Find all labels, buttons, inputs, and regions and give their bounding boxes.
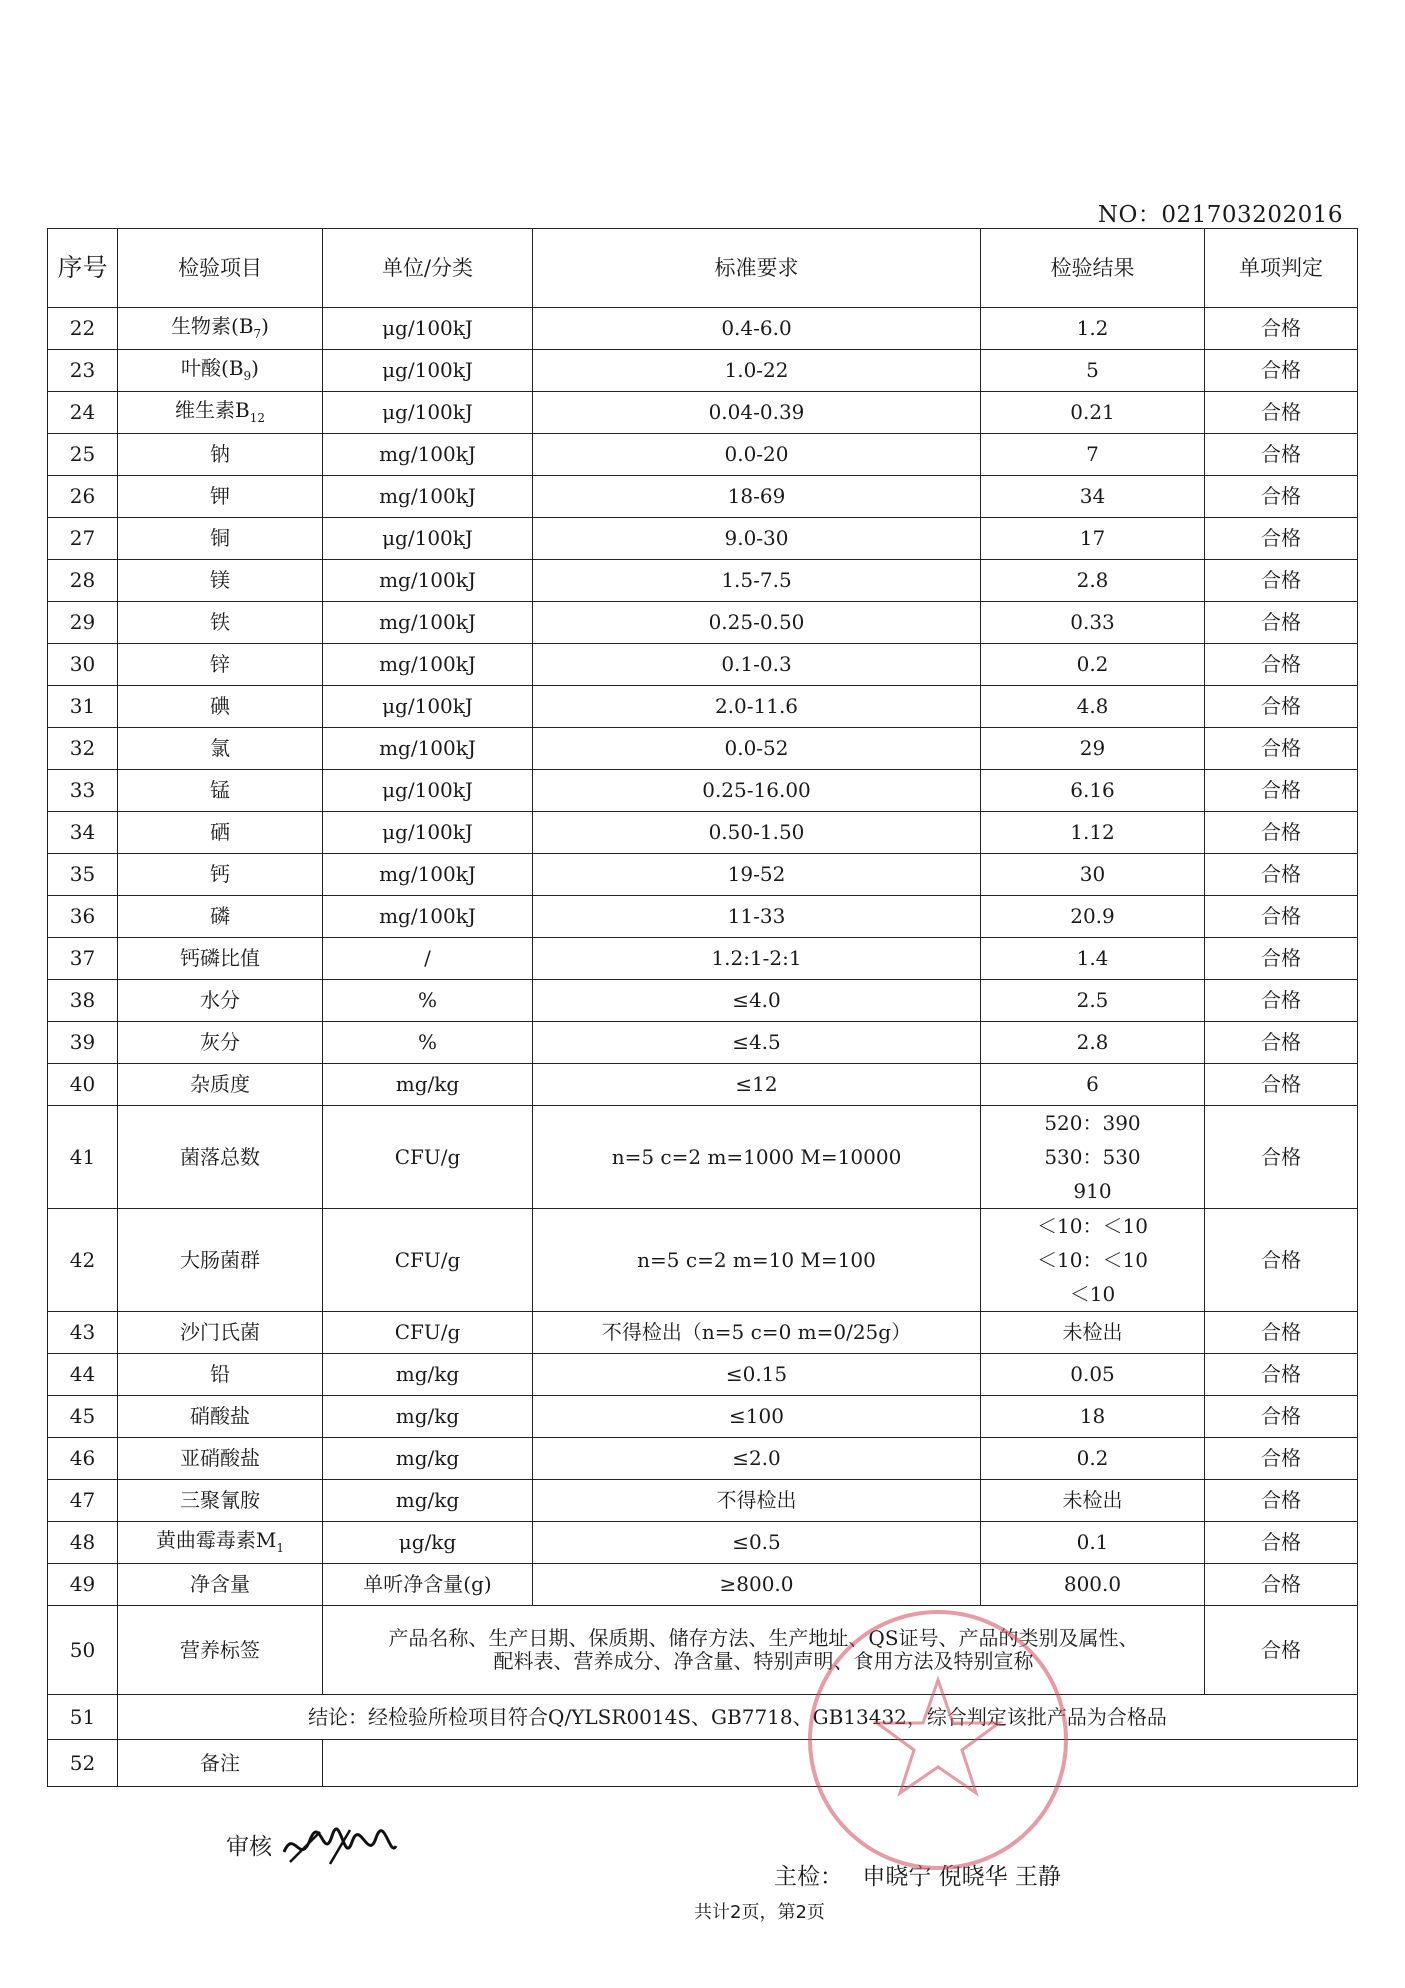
cell-serial: 42 [48, 1209, 118, 1312]
cell-result: 0.2 [981, 644, 1205, 686]
audit-signature [226, 1828, 272, 1861]
cell-standard: 不得检出（n=5 c=0 m=0/25g） [533, 1312, 981, 1354]
cell-serial: 47 [48, 1480, 118, 1522]
cell-serial: 46 [48, 1438, 118, 1480]
main-inspector-label: 主检： [774, 1864, 843, 1890]
cell-verdict: 合格 [1205, 560, 1358, 602]
cell-serial: 23 [48, 350, 118, 392]
cell-item [118, 896, 323, 938]
audit-label: 审核 [226, 1834, 272, 1860]
cell-standard: 9.0-30 [533, 518, 981, 560]
cell-item [118, 392, 323, 434]
cell-verdict: 合格 [1205, 350, 1358, 392]
table-row [48, 1480, 1358, 1522]
cell-unit: mg/100kJ [323, 854, 533, 896]
item-name: 硝酸盐 [190, 1404, 250, 1428]
item-prefix: (B [231, 314, 254, 339]
table-row [48, 1106, 1358, 1209]
cell-standard: 0.0-20 [533, 434, 981, 476]
cell-unit: mg/kg [323, 1438, 533, 1480]
header-result: 检验结果 [981, 229, 1205, 308]
cell-verdict: 合格 [1205, 938, 1358, 980]
cell-verdict: 合格 [1205, 1106, 1358, 1209]
table-row [48, 350, 1358, 392]
cell-serial: 48 [48, 1522, 118, 1564]
cell-item [118, 938, 323, 980]
cell-item [118, 518, 323, 560]
cell-unit: mg/100kJ [323, 476, 533, 518]
cell-unit: μg/100kJ [323, 686, 533, 728]
cell-unit: mg/kg [323, 1354, 533, 1396]
cell-item [118, 560, 323, 602]
cell-item: 大肠菌群 [118, 1209, 323, 1312]
cell-standard: ≤0.15 [533, 1354, 981, 1396]
header-verdict: 单项判定 [1205, 229, 1358, 308]
cell-item [118, 1564, 323, 1606]
cell-serial: 25 [48, 434, 118, 476]
cell-result: 1.4 [981, 938, 1205, 980]
page-footer: 共计2页，第2页 [694, 1902, 825, 1923]
cell-result: 1.12 [981, 812, 1205, 854]
cell-verdict: 合格 [1205, 518, 1358, 560]
item-name: 铁 [210, 610, 230, 634]
cell-unit: mg/100kJ [323, 602, 533, 644]
remark-row [48, 1740, 1358, 1787]
cell-item [118, 476, 323, 518]
item-subscript: 9 [243, 369, 252, 384]
cell-result: 0.05 [981, 1354, 1205, 1396]
cell-result: 4.8 [981, 686, 1205, 728]
cell-verdict: 合格 [1205, 476, 1358, 518]
cell-verdict: 合格 [1205, 1312, 1358, 1354]
cell-standard: 0.50-1.50 [533, 812, 981, 854]
cell-verdict: 合格 [1205, 1022, 1358, 1064]
item-name: 灰分 [200, 1030, 240, 1054]
item-name: 锰 [210, 778, 230, 802]
conclusion-text: 结论：经检验所检项目符合Q/YLSR0014S、GB7718、GB13432，综合判定该批产品为合格品 [118, 1695, 1358, 1740]
table-row [48, 644, 1358, 686]
cell-serial: 36 [48, 896, 118, 938]
cell-serial: 43 [48, 1312, 118, 1354]
cell-result: 29 [981, 728, 1205, 770]
cell-serial: 29 [48, 602, 118, 644]
table-row [48, 728, 1358, 770]
cell-standard: 0.4-6.0 [533, 308, 981, 350]
table-row [48, 308, 1358, 350]
conclusion-row [48, 1695, 1358, 1740]
handwritten-signature [280, 1822, 400, 1874]
cell-item: 菌落总数 [118, 1106, 323, 1209]
cell-item [118, 980, 323, 1022]
cell-result: 5 [981, 350, 1205, 392]
table-row [48, 686, 1358, 728]
cell-verdict: 合格 [1205, 308, 1358, 350]
result-line: ＜10：＜10 [1037, 1214, 1148, 1238]
table-row [48, 812, 1358, 854]
cell-verdict: 合格 [1205, 434, 1358, 476]
cell-item [118, 1022, 323, 1064]
label-text-line: 配料表、营养成分、净含量、特别声明、食用方法及特别宣称 [493, 1649, 1034, 1673]
cell-item [118, 1312, 323, 1354]
cell-item [118, 1480, 323, 1522]
table-header-row [48, 229, 1358, 308]
cell-standard: ≤2.0 [533, 1438, 981, 1480]
cell-item [118, 1064, 323, 1106]
table-row [48, 392, 1358, 434]
cell-serial: 22 [48, 308, 118, 350]
cell-item [118, 644, 323, 686]
cell-standard: ≥800.0 [533, 1564, 981, 1606]
cell-unit: μg/100kJ [323, 350, 533, 392]
cell-unit: μg/kg [323, 1522, 533, 1564]
cell-standard: 0.25-0.50 [533, 602, 981, 644]
cell-result: 1.2 [981, 308, 1205, 350]
cell-verdict: 合格 [1205, 1396, 1358, 1438]
cell-serial: 51 [48, 1695, 118, 1740]
cell-serial: 26 [48, 476, 118, 518]
cell-verdict: 合格 [1205, 686, 1358, 728]
cell-standard: 11-33 [533, 896, 981, 938]
cell-item [118, 602, 323, 644]
cell-unit: mg/100kJ [323, 896, 533, 938]
item-prefix: B [235, 398, 250, 423]
cell-result: 34 [981, 476, 1205, 518]
item-name: 铜 [210, 526, 230, 550]
cell-result: 7 [981, 434, 1205, 476]
cell-standard: ≤4.0 [533, 980, 981, 1022]
cell-verdict: 合格 [1205, 1064, 1358, 1106]
cell-serial: 34 [48, 812, 118, 854]
cell-unit: mg/kg [323, 1396, 533, 1438]
result-line: ＜10 [1069, 1282, 1116, 1306]
cell-standard: 18-69 [533, 476, 981, 518]
cell-standard: ≤0.5 [533, 1522, 981, 1564]
cell-result: 2.8 [981, 1022, 1205, 1064]
table-row [48, 980, 1358, 1022]
item-name: 净含量 [190, 1572, 250, 1596]
table-row [48, 518, 1358, 560]
cell-unit: CFU/g [323, 1209, 533, 1312]
result-line: 520：390 [1044, 1111, 1141, 1135]
cell-serial: 45 [48, 1396, 118, 1438]
table-row [48, 1522, 1358, 1564]
cell-unit: μg/100kJ [323, 518, 533, 560]
cell-item [118, 434, 323, 476]
cell-unit: mg/kg [323, 1064, 533, 1106]
cell-unit: mg/kg [323, 1480, 533, 1522]
header-unit: 单位/分类 [323, 229, 533, 308]
cell-standard: 0.0-52 [533, 728, 981, 770]
cell-unit: CFU/g [323, 1106, 533, 1209]
table-row [48, 1354, 1358, 1396]
table-row [48, 560, 1358, 602]
cell-standard: ≤4.5 [533, 1022, 981, 1064]
cell-result: 800.0 [981, 1564, 1205, 1606]
cell-serial: 33 [48, 770, 118, 812]
cell-standard: 1.0-22 [533, 350, 981, 392]
table-row [48, 1438, 1358, 1480]
header-standard: 标准要求 [533, 229, 981, 308]
cell-result: 6.16 [981, 770, 1205, 812]
item-name: 生物素 [171, 314, 232, 339]
cell-verdict: 合格 [1205, 1480, 1358, 1522]
cell-unit: 单听净含量(g) [323, 1564, 533, 1606]
cell-unit: CFU/g [323, 1312, 533, 1354]
cell-result: 2.5 [981, 980, 1205, 1022]
table-row [48, 854, 1358, 896]
item-name: 钙磷比值 [180, 946, 260, 970]
cell-item [118, 350, 323, 392]
cell-result: 20.9 [981, 896, 1205, 938]
item-name: 三聚氰胺 [180, 1488, 260, 1512]
cell-verdict: 合格 [1205, 1522, 1358, 1564]
cell-serial: 41 [48, 1106, 118, 1209]
cell-serial: 24 [48, 392, 118, 434]
item-name: 碘 [210, 694, 230, 718]
cell-result: 6 [981, 1064, 1205, 1106]
cell-unit: μg/100kJ [323, 812, 533, 854]
table-row [48, 434, 1358, 476]
item-name: 钾 [210, 484, 230, 508]
table-row [48, 1606, 1358, 1695]
cell-verdict: 合格 [1205, 854, 1358, 896]
header-item: 检验项目 [118, 229, 323, 308]
cell-unit: mg/100kJ [323, 728, 533, 770]
inspection-table [47, 228, 1358, 1787]
cell-item: 备注 [118, 1740, 323, 1787]
cell-result: 0.2 [981, 1438, 1205, 1480]
cell-result: 0.21 [981, 392, 1205, 434]
cell-item [118, 1522, 323, 1564]
cell-standard: ≤12 [533, 1064, 981, 1106]
cell-unit: mg/100kJ [323, 560, 533, 602]
cell-unit: % [323, 980, 533, 1022]
item-name: 水分 [200, 988, 240, 1012]
item-suffix: ) [261, 314, 269, 339]
cell-unit: μg/100kJ [323, 770, 533, 812]
item-name: 硒 [210, 820, 230, 844]
item-name: 杂质度 [190, 1072, 250, 1096]
cell-item [118, 308, 323, 350]
result-line: 910 [1073, 1179, 1112, 1203]
cell-verdict: 合格 [1205, 1354, 1358, 1396]
cell-item [118, 728, 323, 770]
cell-serial: 32 [48, 728, 118, 770]
cell-verdict: 合格 [1205, 602, 1358, 644]
item-name: 亚硝酸盐 [180, 1446, 260, 1470]
item-subscript: 1 [276, 1541, 285, 1556]
item-name: 钙 [210, 862, 230, 886]
cell-item [118, 1354, 323, 1396]
cell-item [118, 1396, 323, 1438]
table-row [48, 1564, 1358, 1606]
cell-standard: 1.5-7.5 [533, 560, 981, 602]
cell-serial: 28 [48, 560, 118, 602]
cell-verdict: 合格 [1205, 728, 1358, 770]
cell-unit: mg/100kJ [323, 644, 533, 686]
cell-result: 0.1 [981, 1522, 1205, 1564]
cell-verdict: 合格 [1205, 896, 1358, 938]
item-name: 磷 [210, 904, 230, 928]
cell-verdict: 合格 [1205, 1564, 1358, 1606]
cell-verdict: 合格 [1205, 1606, 1358, 1695]
cell-serial: 38 [48, 980, 118, 1022]
cell-unit: μg/100kJ [323, 392, 533, 434]
cell-standard: n=5 c=2 m=10 M=100 [533, 1209, 981, 1312]
cell-result [981, 1106, 1205, 1209]
item-subscript: 7 [253, 327, 262, 342]
cell-serial: 52 [48, 1740, 118, 1787]
cell-serial: 35 [48, 854, 118, 896]
cell-serial: 40 [48, 1064, 118, 1106]
result-line: 530：530 [1044, 1145, 1141, 1169]
table-row [48, 1209, 1358, 1312]
cell-standard: 0.04-0.39 [533, 392, 981, 434]
cell-item [118, 1438, 323, 1480]
item-name: 铅 [210, 1362, 230, 1386]
cell-item [118, 812, 323, 854]
cell-unit: μg/100kJ [323, 308, 533, 350]
cell-item: 营养标签 [118, 1606, 323, 1695]
cell-item [118, 686, 323, 728]
header-serial: 序号 [48, 229, 118, 308]
item-subscript: 12 [249, 411, 265, 426]
cell-result: 未检出 [981, 1480, 1205, 1522]
cell-serial: 37 [48, 938, 118, 980]
cell-item [118, 854, 323, 896]
item-name: 维生素 [175, 398, 235, 423]
table-row [48, 896, 1358, 938]
cell-verdict: 合格 [1205, 392, 1358, 434]
label-text-line: 产品名称、生产日期、保质期、储存方法、生产地址、QS证号、产品的类别及属性、 [388, 1626, 1139, 1650]
cell-standard: 不得检出 [533, 1480, 981, 1522]
cell-verdict: 合格 [1205, 812, 1358, 854]
cell-serial: 50 [48, 1606, 118, 1695]
result-line: ＜10：＜10 [1037, 1248, 1148, 1272]
main-inspector-names: 申晓宁 倪晓华 王静 [862, 1864, 1061, 1890]
table-row [48, 770, 1358, 812]
cell-unit: mg/100kJ [323, 434, 533, 476]
cell-standard: 0.25-16.00 [533, 770, 981, 812]
cell-serial: 31 [48, 686, 118, 728]
cell-verdict: 合格 [1205, 644, 1358, 686]
cell-verdict: 合格 [1205, 980, 1358, 1022]
cell-serial: 30 [48, 644, 118, 686]
cell-standard: 0.1-0.3 [533, 644, 981, 686]
report-number: NO：021703202016 [1097, 202, 1343, 228]
cell-result: 18 [981, 1396, 1205, 1438]
item-name: 叶酸 [181, 356, 222, 381]
item-name: 氯 [210, 736, 230, 760]
cell-standard: ≤100 [533, 1396, 981, 1438]
table-row [48, 1064, 1358, 1106]
item-suffix: ) [251, 356, 259, 381]
cell-standard: n=5 c=2 m=1000 M=10000 [533, 1106, 981, 1209]
table-row [48, 938, 1358, 980]
cell-verdict: 合格 [1205, 1438, 1358, 1480]
table-row [48, 476, 1358, 518]
cell-verdict: 合格 [1205, 770, 1358, 812]
cell-result: 30 [981, 854, 1205, 896]
item-name: 镁 [210, 568, 230, 592]
item-prefix: (B [221, 356, 244, 381]
cell-standard: 2.0-11.6 [533, 686, 981, 728]
cell-result [981, 1209, 1205, 1312]
cell-unit: / [323, 938, 533, 980]
item-name: 锌 [210, 652, 230, 676]
cell-verdict: 合格 [1205, 1209, 1358, 1312]
official-seal [803, 1605, 1073, 1875]
item-name: 黄曲霉毒素M [155, 1528, 277, 1553]
cell-serial: 44 [48, 1354, 118, 1396]
cell-result: 2.8 [981, 560, 1205, 602]
cell-unit: % [323, 1022, 533, 1064]
item-name: 沙门氏菌 [180, 1320, 260, 1344]
table-row [48, 1312, 1358, 1354]
cell-item [118, 770, 323, 812]
table-row [48, 602, 1358, 644]
table-row [48, 1022, 1358, 1064]
cell-standard: 19-52 [533, 854, 981, 896]
cell-serial: 27 [48, 518, 118, 560]
table-row [48, 1396, 1358, 1438]
cell-standard: 1.2:1-2:1 [533, 938, 981, 980]
cell-result: 0.33 [981, 602, 1205, 644]
item-name: 钠 [210, 442, 230, 466]
cell-serial: 39 [48, 1022, 118, 1064]
cell-result: 未检出 [981, 1312, 1205, 1354]
cell-serial: 49 [48, 1564, 118, 1606]
cell-result: 17 [981, 518, 1205, 560]
